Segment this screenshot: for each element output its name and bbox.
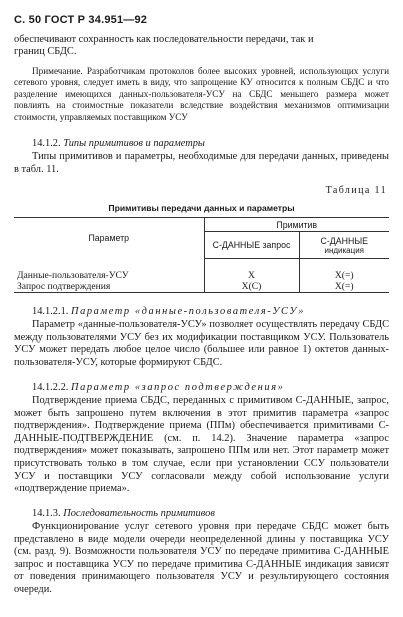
primitives-table bbox=[14, 217, 389, 293]
section-number: 14.1.2.1. bbox=[32, 306, 69, 317]
table-row bbox=[14, 270, 389, 281]
indication-line-1: С-ДАННЫЕ bbox=[320, 235, 368, 246]
section-14-1-2-2-text: Подтверждение приема СБДС, переданных с примитивом С-ДАННЫЕ, запрос, может быть запрошено путем включения в этот примитив параметра «запрос подтверждения». Подтверждение приема (ППм) обеспечивается примитивами С-ДАННЫЕ-ПОДТВЕРЖДЕНИЕ (см. п. 14.2). Значение параметра «запрос подтверждения» может показывать, запрошено ППм или нет. Этот параметр может присутствовать только в том случае, если при установлении ССУ пользователи УСУ и поставщики УСУ согласовали между собой использование услуги «подтверждение приема». bbox=[14, 395, 389, 495]
intro-line-1: обеспечивают сохранность как последовательности передачи, так и bbox=[14, 34, 314, 45]
row-indication: Х(=) bbox=[299, 281, 389, 293]
section-14-1-3-text: Функционирование услуг сетевого уровня при передаче СБДС может быть представлено в виде модели очереди неопределенной длины у поставщика УСУ (см. разд. 9). Возможности пользователя УСУ по передаче примитива С-ДАННЫЕ запрос и поставщика УСУ по передаче примитива С-ДАННЫЕ индикация зависят от поведения принимающего пользователя УСУ и результирующего состояния очереди. bbox=[14, 521, 389, 595]
section-number: 14.1.3. bbox=[32, 508, 61, 519]
section-title: Последовательность примитивов bbox=[63, 508, 215, 519]
section-title: Типы примитивов и параметры bbox=[63, 138, 205, 149]
row-indication: Х(=) bbox=[299, 270, 389, 281]
column-header-request: С-ДАННЫЕ запрос bbox=[204, 232, 299, 259]
section-title: Параметр «запрос подтверждения» bbox=[70, 382, 285, 393]
section-14-1-3-heading bbox=[32, 508, 215, 521]
row-request: Х(С) bbox=[204, 281, 299, 293]
section-14-1-2-1-text: Параметр «данные-пользователя-УСУ» позволяет осуществлять передачу СБДС между пользователями УСУ без их модификации поставщиком УСУ. Пользователь УСУ может передать любое целое число (большее или равное 1) октетов данных-пользователя-УСУ, которые формируют СБДС. bbox=[14, 319, 389, 368]
section-14-1-2-1-heading bbox=[32, 306, 305, 319]
row-parameter: Запрос подтверждения bbox=[14, 281, 204, 293]
row-request: Х bbox=[204, 270, 299, 281]
section-14-1-2-text: Типы примитивов и параметры, необходимые для передачи данных, приведены в табл. 11. bbox=[14, 151, 389, 175]
section-title: Параметр «данные-пользователя-УСУ» bbox=[70, 306, 305, 317]
intro-line-2: границ СБДС. bbox=[14, 46, 77, 57]
note-paragraph: Примечание. Разработчикам протоколов более высоких уровней, использующих услуги сетевого уровня, следует иметь в виду, что запрощение КУ относится к полным СБДС и что разделение имеющихся данных-пользователя-УСУ на СБДС меньшего размера может повлиять на стоимостные показатели вследствие воздействия механизмов оптимизации стоимости, управляемых поставщиком УСУ bbox=[14, 66, 389, 122]
table-caption: Таблица 11 bbox=[325, 185, 387, 196]
section-14-1-2-heading bbox=[32, 138, 205, 151]
row-parameter: Данные-пользователя-УСУ bbox=[14, 270, 204, 281]
page-header: С. 50 ГОСТ Р 34.951—92 bbox=[14, 14, 148, 26]
section-number: 14.1.2. bbox=[32, 138, 61, 149]
column-header-primitive: Примитив bbox=[204, 218, 389, 232]
section-number: 14.1.2.2. bbox=[32, 382, 69, 393]
column-header-parameter: Параметр bbox=[14, 218, 204, 259]
section-14-1-2-2-heading bbox=[32, 382, 284, 395]
table-title: Примитивы передачи данных и параметры bbox=[108, 203, 295, 213]
indication-line-2: индикация bbox=[324, 245, 365, 255]
column-header-indication bbox=[299, 232, 389, 259]
table-row bbox=[14, 281, 389, 293]
